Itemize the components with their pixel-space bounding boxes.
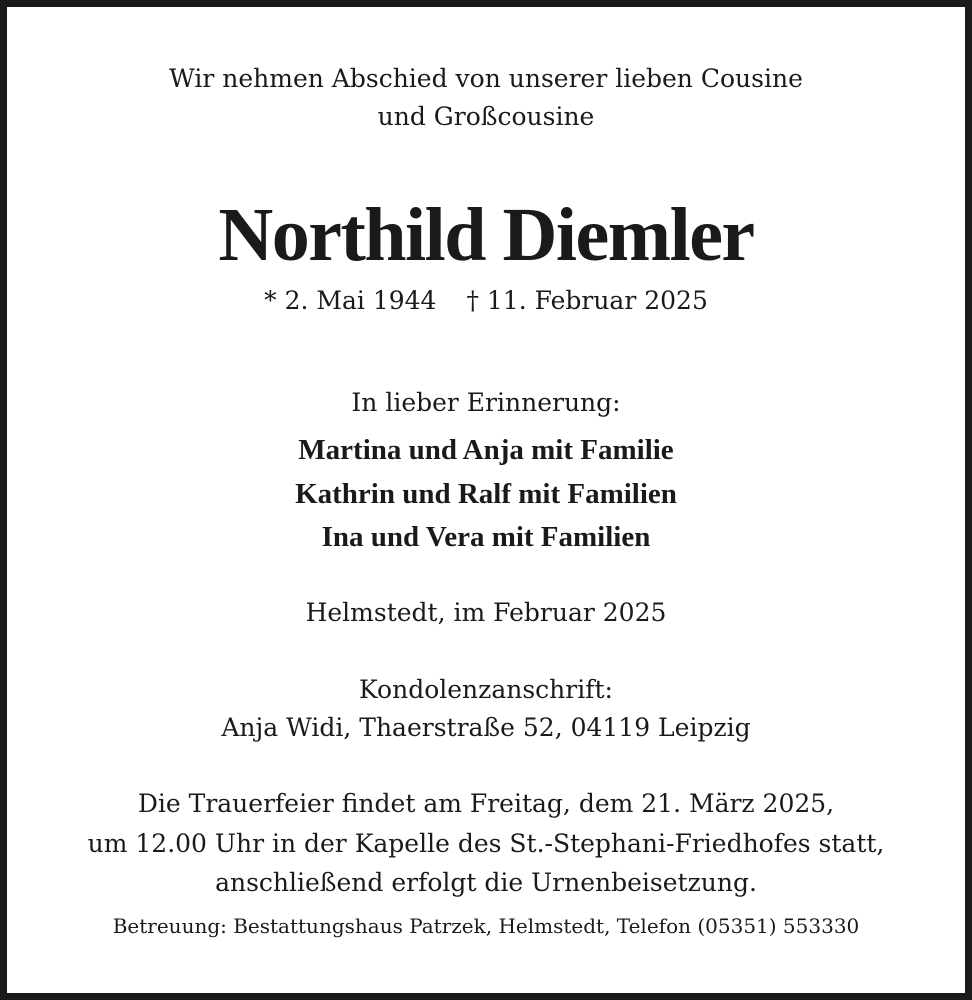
birth-date: * 2. Mai 1944 xyxy=(264,286,437,315)
deceased-name: Northild Diemler xyxy=(218,193,754,277)
place-date: Helmstedt, im Februar 2025 xyxy=(305,598,667,627)
death-date: † 11. Februar 2025 xyxy=(466,286,708,315)
mourner-line: Martina und Anja mit Familie xyxy=(298,434,674,466)
service-line-1: Die Trauerfeier findet am Freitag, dem 21. März 2025, xyxy=(137,789,835,818)
mourner-line: Kathrin und Ralf mit Familien xyxy=(295,478,677,510)
service-line-3: anschließend erfolgt die Urnenbeisetzung. xyxy=(215,868,757,897)
condolence-label: Kondolenzanschrift: xyxy=(359,675,613,704)
intro-line-1: Wir nehmen Abschied von unserer lieben Cousine xyxy=(169,64,803,93)
mourner-line: Ina und Vera mit Familien xyxy=(321,521,651,553)
service-line-2: um 12.00 Uhr in der Kapelle des St.-Stephani-Friedhofes statt, xyxy=(87,829,885,858)
intro-line-2: und Großcousine xyxy=(377,102,595,131)
funeral-home-note: Betreuung: Bestattungshaus Patrzek, Helmstedt, Telefon (05351) 553330 xyxy=(112,914,860,938)
life-dates xyxy=(0,288,972,313)
memory-heading: In lieber Erinnerung: xyxy=(351,388,621,417)
condolence-address: Anja Widi, Thaerstraße 52, 04119 Leipzig xyxy=(221,713,751,742)
